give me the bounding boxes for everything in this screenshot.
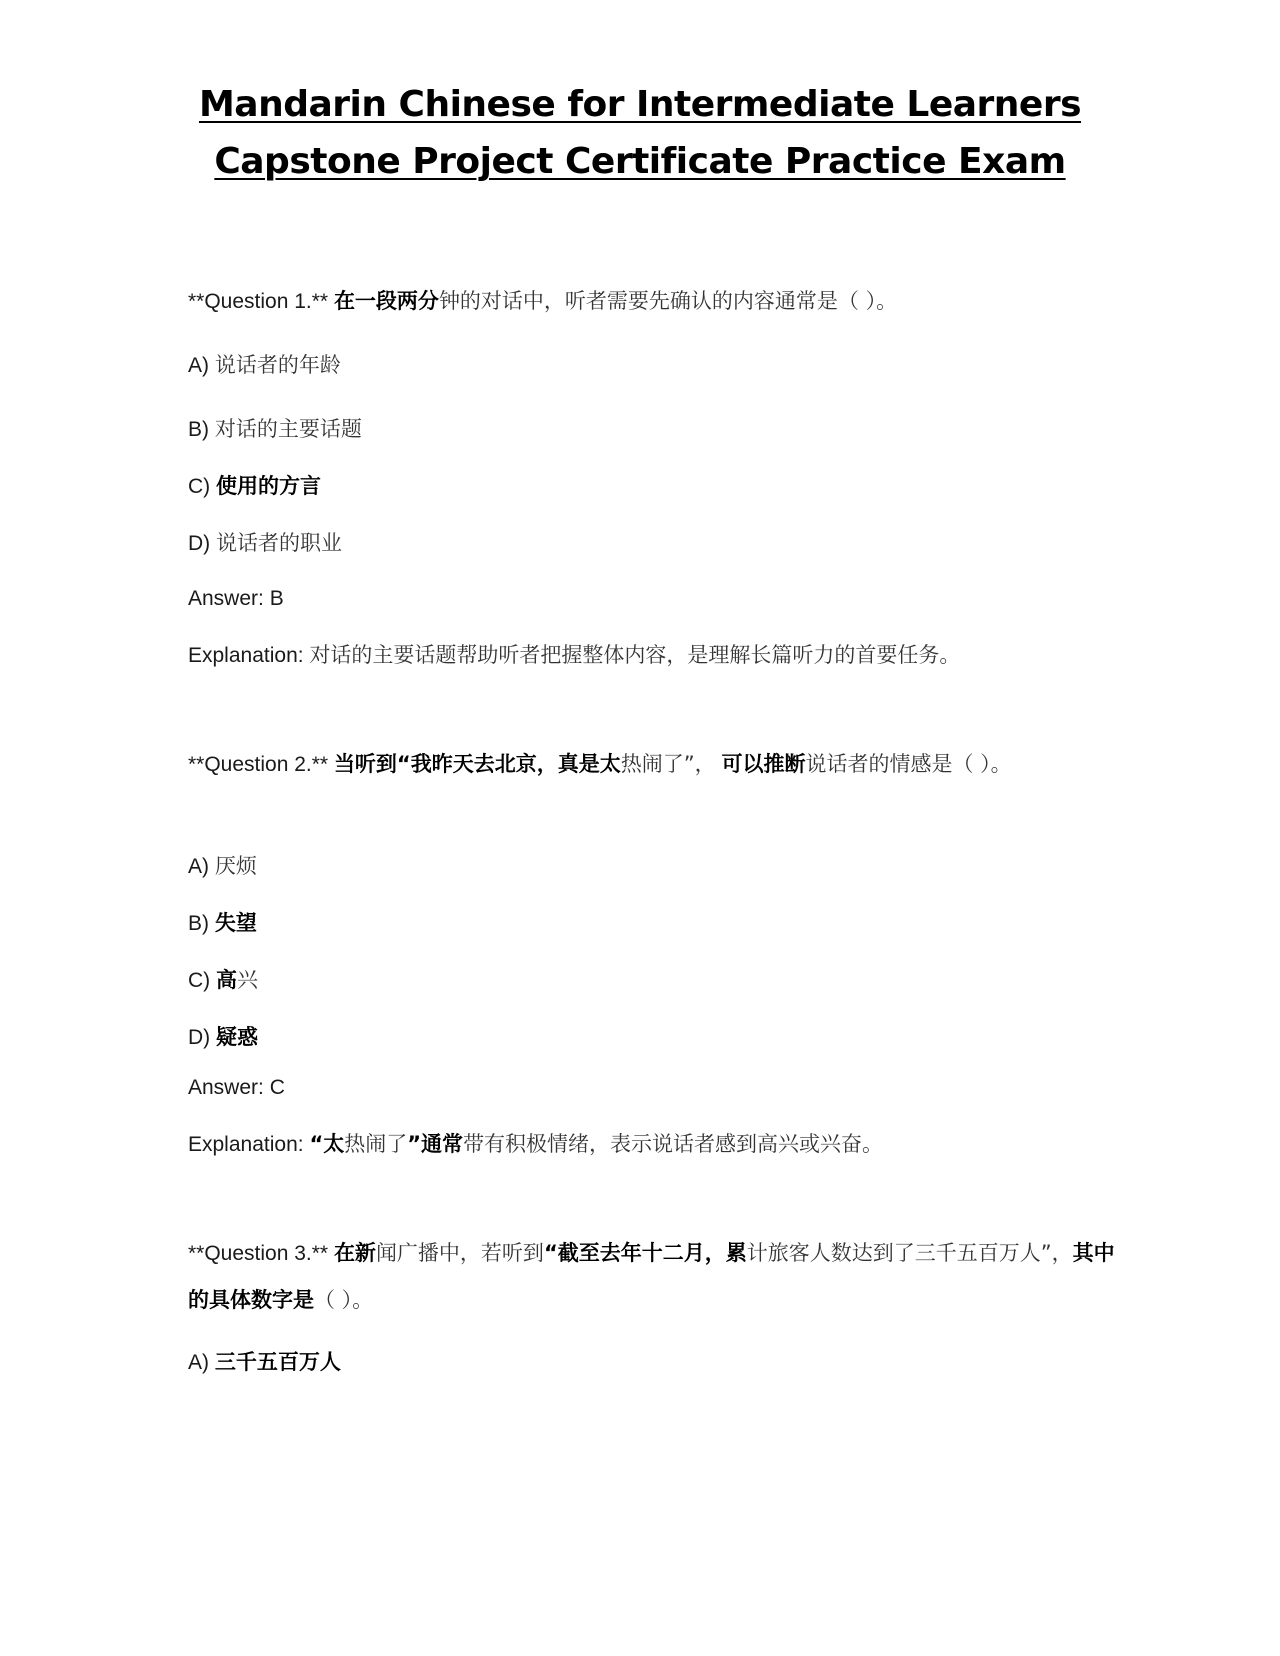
question-1-answer: Answer: B: [188, 587, 284, 610]
question-2-answer: Answer: C: [188, 1076, 285, 1099]
title-line-1: Mandarin Chinese for Intermediate Learners: [198, 84, 1082, 125]
question-1-option-a: A) 说话者的年龄: [188, 353, 341, 377]
question-2-stem: **Question 2.** 当听到“我昨天去北京，真是太热闹了”， 可以推断说话者的情感是（ ）。: [188, 752, 1012, 776]
question-1-explanation: Explanation: 对话的主要话题帮助听者把握整体内容，是理解长篇听力的首要任务。: [188, 643, 961, 667]
question-3-option-a: A) 三千五百万人: [188, 1350, 341, 1374]
question-2-explanation: Explanation: “太热闹了”通常带有积极情绪，表示说话者感到高兴或兴奋。: [188, 1132, 884, 1156]
question-1-stem: **Question 1.** 在一段两分钟的对话中，听者需要先确认的内容通常是（ ）。: [188, 289, 898, 313]
question-1-option-c: C) 使用的方言: [188, 474, 322, 498]
question-3-stem: **Question 3.** 在新闻广播中，若听到“截至去年十二月，累计旅客人数达到了三千五百万人”，其中的具体数字是（ ）。: [188, 1241, 1115, 1312]
exam-title: [0, 76, 1280, 190]
question-1-option-b: B) 对话的主要话题: [188, 417, 362, 441]
question-2-option-b: B) 失望: [188, 911, 257, 935]
question-2-option-c: C) 高兴: [188, 968, 259, 992]
question-2-option-a: A) 厌烦: [188, 854, 257, 878]
question-1-option-d: D) 说话者的职业: [188, 531, 343, 555]
title-line-2: Capstone Project Certificate Practice Exam: [214, 141, 1066, 182]
question-2-option-d: D) 疑惑: [188, 1025, 259, 1049]
